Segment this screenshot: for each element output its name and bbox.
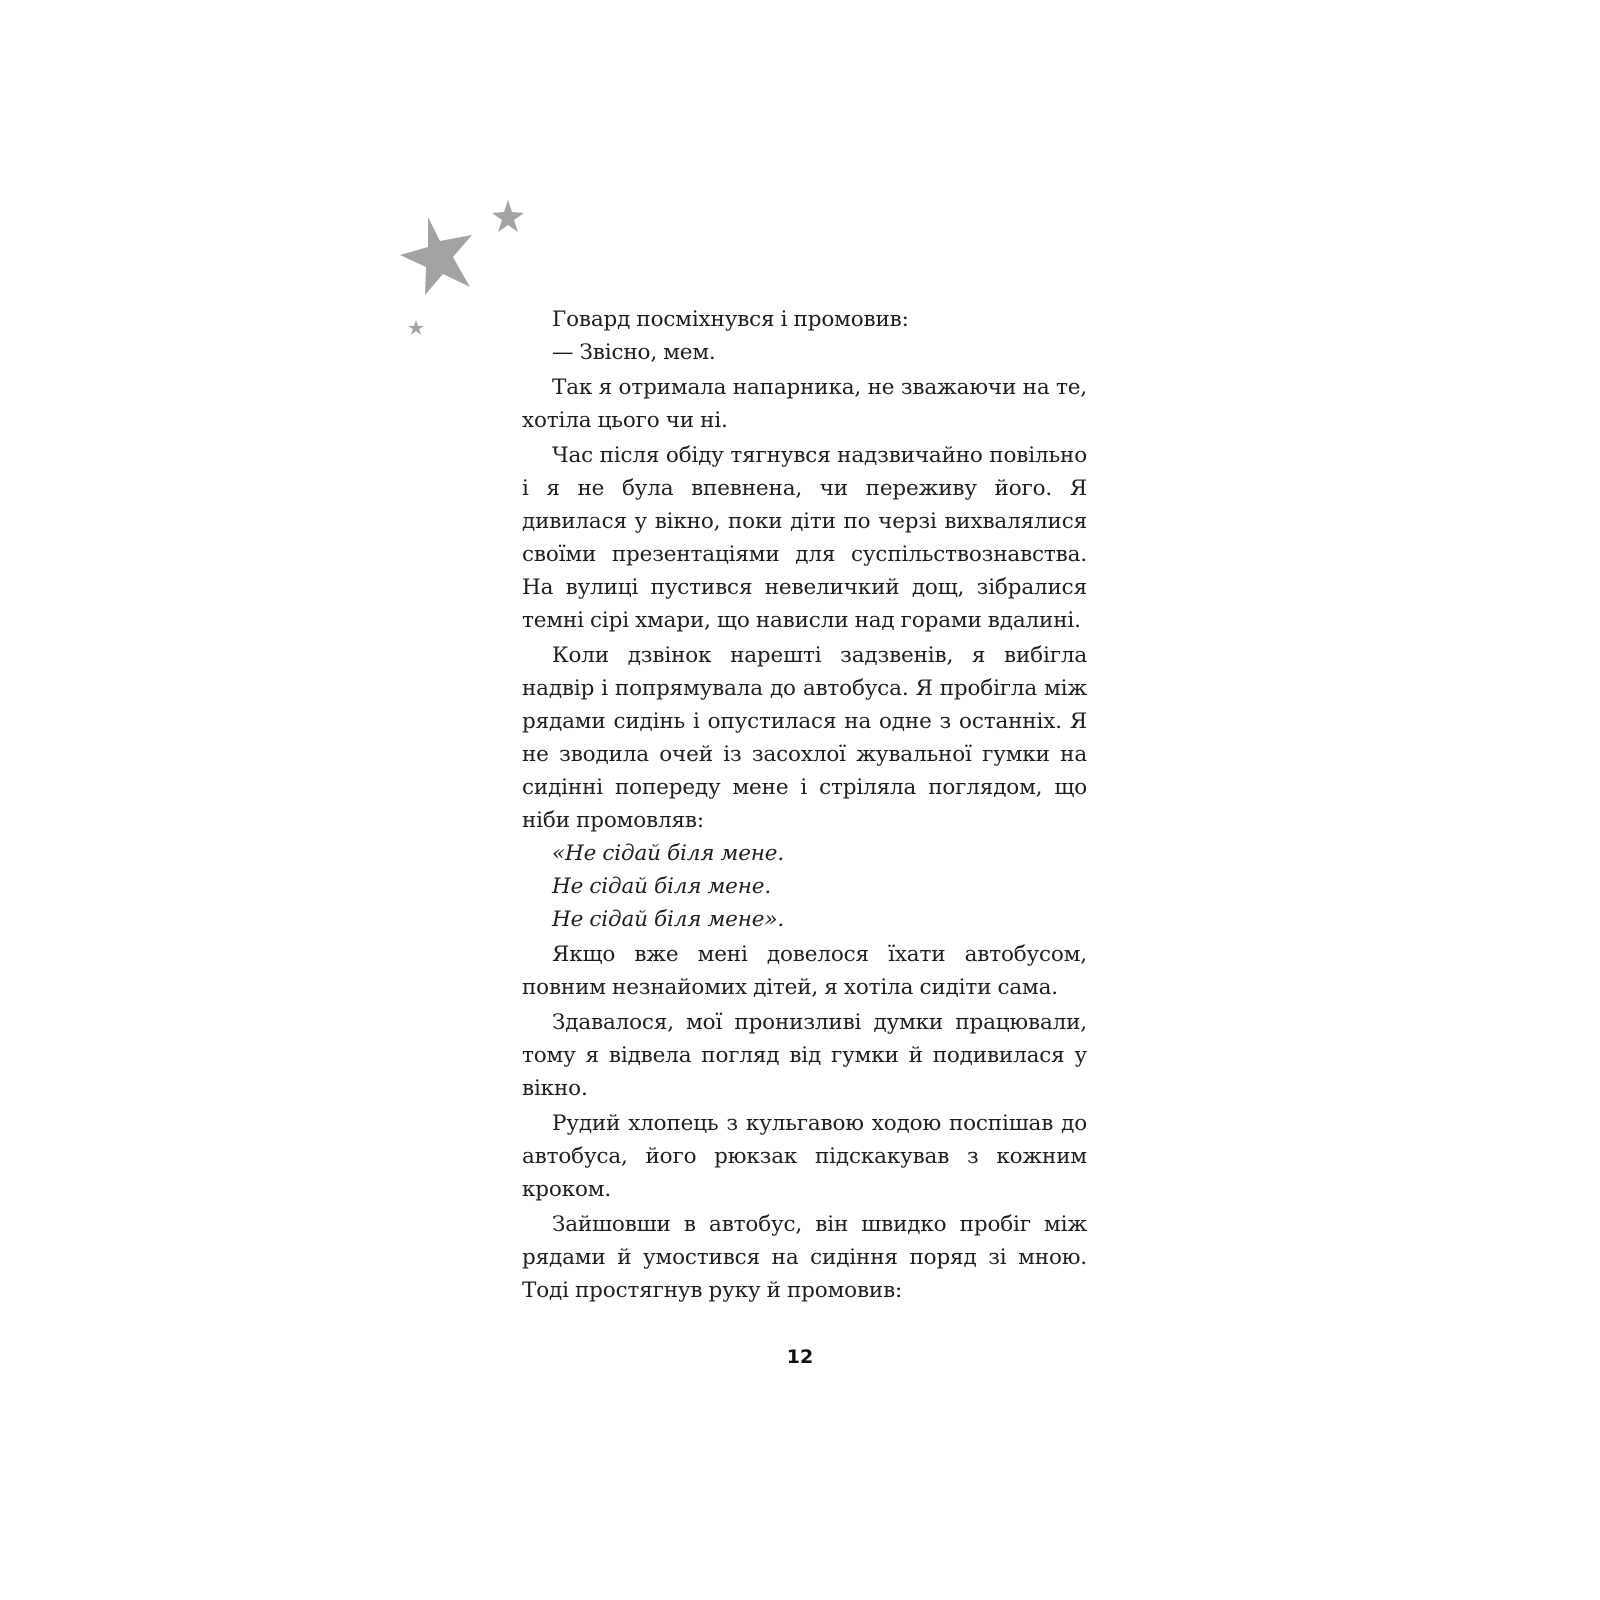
star-large-icon bbox=[400, 217, 472, 295]
paragraph: Коли дзвінок нарешті задзвенів, я вибігла надвір і попрямувала до автобуса. Я пробігла між рядами сидінь і опустилася на одне з останніх. Я не зводила очей із засохлої жувальної гумки на сидінні попереду мене і стріляла поглядом, що ніби промовляв: bbox=[522, 643, 1087, 833]
page-number: 12 bbox=[786, 1346, 814, 1368]
star-medium-icon bbox=[492, 200, 524, 232]
star-decoration bbox=[400, 195, 540, 355]
paragraph: Так я отримала напарника, не зважаючи на те, хотіла цього чи ні. bbox=[522, 375, 1087, 433]
paragraph: Час після обіду тягнувся надзвичайно повільно і я не була впевнена, чи переживу його. Я дивилася у вікно, поки діти по черзі вихвалялися своїми презентаціями для суспільствознавства. На вулиці пустився невеличкий дощ, зібралися темні сірі хмари, що нависли над горами вдалині. bbox=[522, 443, 1087, 633]
paragraph: Якщо вже мені довелося їхати автобусом, повним незнайомих дітей, я хотіла сидіти сама. bbox=[522, 942, 1087, 1000]
paragraph: Говард посміхнувся і промовив: bbox=[552, 307, 909, 332]
italic-line: «Не сідай біля мене. bbox=[552, 841, 785, 866]
italic-line: Не сідай біля мене». bbox=[552, 907, 785, 932]
star-small-icon bbox=[408, 320, 424, 335]
paragraph: — Звісно, мем. bbox=[552, 340, 716, 365]
paragraph: Рудий хлопець з кульгавою ходою поспішав до автобуса, його рюкзак підскакував з кожним кроком. bbox=[522, 1111, 1087, 1202]
italic-line: Не сідай біля мене. bbox=[552, 874, 772, 899]
paragraph: Здавалося, мої пронизливі думки працювали, тому я відвела погляд від гумки й подивилася у вікно. bbox=[522, 1010, 1087, 1101]
body-text bbox=[522, 303, 1087, 1307]
paragraph: Зайшовши в автобус, він швидко пробіг між рядами й умостився на сидіння поряд зі мною. Тоді простягнув руку й промовив: bbox=[522, 1212, 1087, 1303]
